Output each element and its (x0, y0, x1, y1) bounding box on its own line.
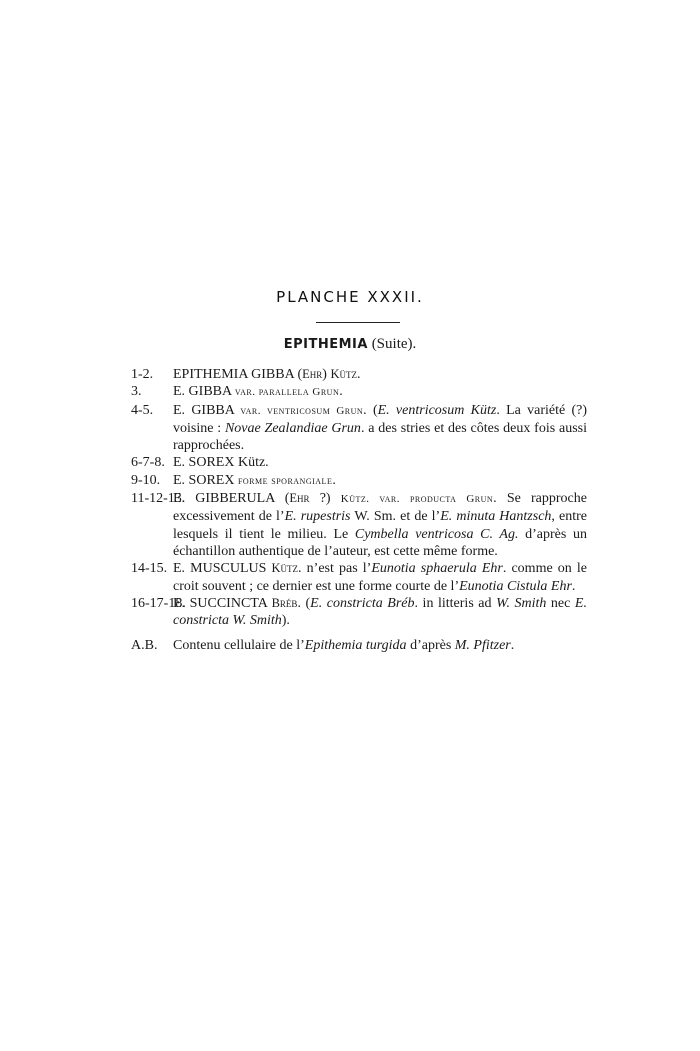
entry-text: E. GIBBA var. ventricosum Grun. (E. ventricosum Kütz. La variété (?) voisine : Novae Zealandiae Grun. a des stries et des côtes deux fois aussi rapprochées. (173, 402, 588, 454)
entry-text: E. SOREX Kütz. (173, 455, 269, 471)
legend-entry (131, 490, 587, 560)
figure-number: 11-12-13. (131, 491, 186, 507)
genus-name: EPITHEMIA (283, 337, 368, 352)
entry-text: E. SOREX forme sporangiale. (173, 472, 336, 488)
figure-number: 6-7-8. (131, 455, 165, 471)
legend-entry (131, 366, 587, 383)
title-rule (316, 322, 400, 323)
plate-legend (131, 366, 587, 629)
entry-text: E. GIBBERULA (Ehr ?) Kütz. var. producta Grun. Se rapproche excessivement de l’E. rupestris W. Sm. et de l’E. minuta Hantzsch, entre lesquels il tient le milieu. Le Cymbella ventricosa C. Ag. d’après un échantillon authentique de l’auteur, est cette même forme. (173, 491, 587, 559)
legend-entry (131, 454, 587, 471)
footnote-text: Contenu cellulaire de l’Epithemia turgida d’après M. Pfitzer. (173, 638, 515, 653)
genus-suffix: (Suite). (371, 336, 417, 352)
figure-number: 1-2. (131, 367, 154, 382)
entry-text: E. MUSCULUS Kütz. n’est pas l’Eunotia sphaerula Ehr. comme on le croit souvent ; ce dernier est une forme courte de l’Eunotia Cistula Ehr. (173, 561, 587, 594)
entry-text: EPITHEMIA GIBBA (Ehr) Kütz. (173, 367, 361, 382)
genus-heading (0, 336, 700, 353)
legend-entry (131, 595, 587, 630)
legend-entry (131, 383, 587, 401)
figure-number: 16-17-18. (131, 595, 186, 611)
entry-text: E. GIBBA var. parallela Grun. (173, 384, 343, 400)
legend-entry (131, 402, 587, 455)
figure-number: 9-10. (131, 472, 161, 488)
entry-text: E. SUCCINCTA Bréb. (E. constricta Bréb. in litteris ad W. Smith nec E. constricta W. Smith). (173, 595, 587, 629)
footnote (131, 637, 587, 654)
legend-entry (131, 560, 587, 595)
figure-number: 4-5. (131, 402, 154, 418)
legend-entry (131, 472, 587, 490)
plate-title: PLANCHE XXXII. (276, 288, 424, 306)
figure-number: 14-15. (131, 561, 168, 577)
figure-number: A.B. (131, 638, 158, 653)
figure-number: 3. (131, 384, 142, 400)
